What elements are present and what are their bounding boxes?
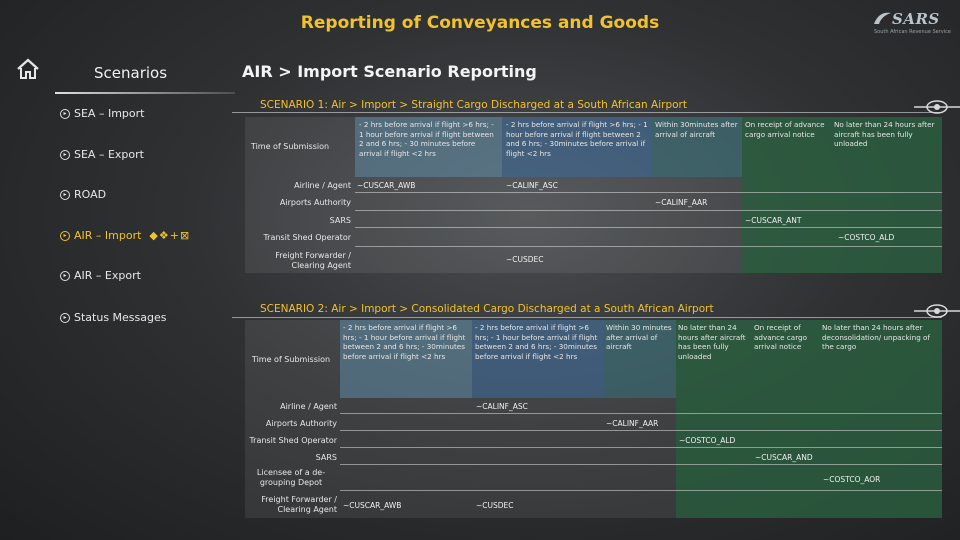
- row-label: Freight Forwarder / Clearing Agent: [275, 251, 351, 270]
- scenario1-col2-text: - 2 hrs before arrival if flight >6 hrs; - 1 hour before arrival if flight between 2 and 6 hrs; - 30minutes before arrival if flight <2 hrs: [506, 120, 648, 159]
- message-tag: ~CUSDEC: [476, 501, 514, 510]
- main-heading: AIR > Import Scenario Reporting: [242, 62, 537, 81]
- row-divider: [355, 192, 942, 193]
- scenario2-col2-text: - 2 hrs before arrival if flight >6 hrs; - 1 hour before arrival if flight between 2 and 6 hrs; - 30minutes before arrival if flight <2 hrs: [475, 323, 598, 362]
- scenario2-col5-text: On receipt of advance cargo arrival notice: [754, 323, 807, 352]
- chevron-circle-icon: ▸: [60, 271, 70, 281]
- nav-label: Status Messages: [74, 311, 167, 324]
- row-label: SARS: [329, 216, 351, 225]
- scenario2-col6-text: No later than 24 hours after deconsolidation/ unpacking of the cargo: [822, 323, 930, 352]
- sidebar-title: Scenarios: [94, 64, 168, 82]
- logo-subtext: South African Revenue Service: [874, 29, 951, 35]
- message-tag: ~CUSCAR_AWB: [357, 181, 416, 190]
- page-title: Reporting of Conveyances and Goods: [300, 13, 660, 33]
- nav-label: AIR – Import: [74, 229, 142, 242]
- row-divider: [355, 246, 942, 247]
- scenario1-rule: [232, 112, 942, 113]
- row-label: Airline / Agent: [280, 402, 337, 411]
- message-tag: ~CALINF_ASC: [506, 181, 558, 190]
- nav-label: AIR – Export: [74, 269, 141, 282]
- scenario1-col3-text: Within 30minutes after arrival of aircraft: [655, 120, 738, 139]
- nav-sea-import[interactable]: [60, 107, 144, 120]
- nav-road[interactable]: [60, 188, 106, 201]
- sars-logo: [872, 10, 952, 38]
- row-divider: [340, 490, 942, 491]
- chevron-circle-icon: ▸: [60, 231, 70, 241]
- active-marker-icons: ◆❖+⊠: [149, 229, 191, 242]
- scenario2-rule: [232, 317, 942, 318]
- scenario1-col4: [742, 117, 832, 273]
- message-tag: ~CUSCAR_AWB: [343, 501, 402, 510]
- row-divider: [340, 447, 942, 448]
- bird-icon: [872, 10, 892, 28]
- row-label: SARS: [315, 453, 337, 462]
- nav-label: SEA – Export: [74, 148, 144, 161]
- message-tag: ~CALINF_AAR: [655, 198, 708, 207]
- nav-label: ROAD: [74, 188, 107, 201]
- message-tag: ~CALINF_ASC: [476, 402, 528, 411]
- nav-status-messages[interactable]: [60, 311, 167, 324]
- message-tag: ~COSTCO_ALD: [679, 436, 736, 445]
- message-tag: ~COSTCO_ALD: [838, 233, 895, 242]
- scenario1-col1-text: - 2 hrs before arrival if flight >6 hrs; - 1 hour before arrival if flight between 2 and 6 hrs; - 30 minutes before arrival if flight <2 hrs: [359, 120, 494, 159]
- chevron-circle-icon: ▸: [60, 313, 70, 323]
- row-divider: [355, 210, 942, 211]
- nav-label: SEA – Import: [74, 107, 145, 120]
- row-divider: [355, 227, 942, 228]
- chevron-circle-icon: ▸: [60, 150, 70, 160]
- message-tag: ~CUSDEC: [506, 255, 544, 264]
- row-label: Freight Forwarder / Clearing Agent: [261, 495, 337, 514]
- scenario2-col4-text: No later than 24 hours after aircraft has been fully unloaded: [678, 323, 746, 362]
- nav-air-export[interactable]: [60, 269, 141, 282]
- airplane-icon: [914, 96, 960, 118]
- airplane-icon: [914, 300, 960, 322]
- row-divider: [340, 464, 942, 465]
- logo-text: SARS: [892, 10, 940, 28]
- scenario2-title: SCENARIO 2: Air > Import > Consolidated Cargo Discharged at a South African Airport: [260, 303, 714, 315]
- time-of-submission-label: Time of Submission: [251, 355, 331, 364]
- scenario2-col1-text: - 2 hrs before arrival if flight >6 hrs; - 1 hour before arrival if flight between 2 and 6 hrs; - 30minutes before arrival if flight <2 hrs: [343, 323, 466, 362]
- nav-air-import[interactable]: [60, 229, 190, 242]
- row-label: Licensee of a de-grouping Depot: [256, 468, 326, 487]
- nav-sea-export[interactable]: [60, 148, 144, 161]
- chevron-circle-icon: ▸: [60, 109, 70, 119]
- scenario2-col3-text: Within 30 minutes after arrival of aircraft: [606, 323, 672, 352]
- home-icon: [16, 58, 40, 80]
- row-label: Transit Shed Operator: [263, 233, 351, 242]
- sidebar-divider: [55, 92, 235, 94]
- row-label: Airline / Agent: [294, 181, 351, 190]
- time-of-submission-label: Time of Submission: [250, 142, 330, 151]
- message-tag: ~CUSCAR_AND: [755, 453, 813, 462]
- row-label: Airports Authority: [279, 198, 351, 207]
- home-button[interactable]: [16, 58, 40, 80]
- chevron-circle-icon: ▸: [60, 190, 70, 200]
- scenario1-title: SCENARIO 1: Air > Import > Straight Cargo Discharged at a South African Airport: [260, 99, 687, 111]
- message-tag: ~CUSCAR_ANT: [745, 216, 802, 225]
- row-divider: [340, 413, 942, 414]
- row-label: Transit Shed Operator: [249, 436, 337, 445]
- row-label: Airports Authority: [265, 419, 337, 428]
- scenario1-col4-text: On receipt of advance cargo arrival notice: [745, 120, 825, 139]
- scenario1-col5-text: No later than 24 hours after aircraft has been fully unloaded: [834, 120, 935, 149]
- row-divider: [340, 430, 942, 431]
- message-tag: ~CALINF_AAR: [606, 419, 659, 428]
- message-tag: ~COSTCO_AOR: [823, 475, 881, 484]
